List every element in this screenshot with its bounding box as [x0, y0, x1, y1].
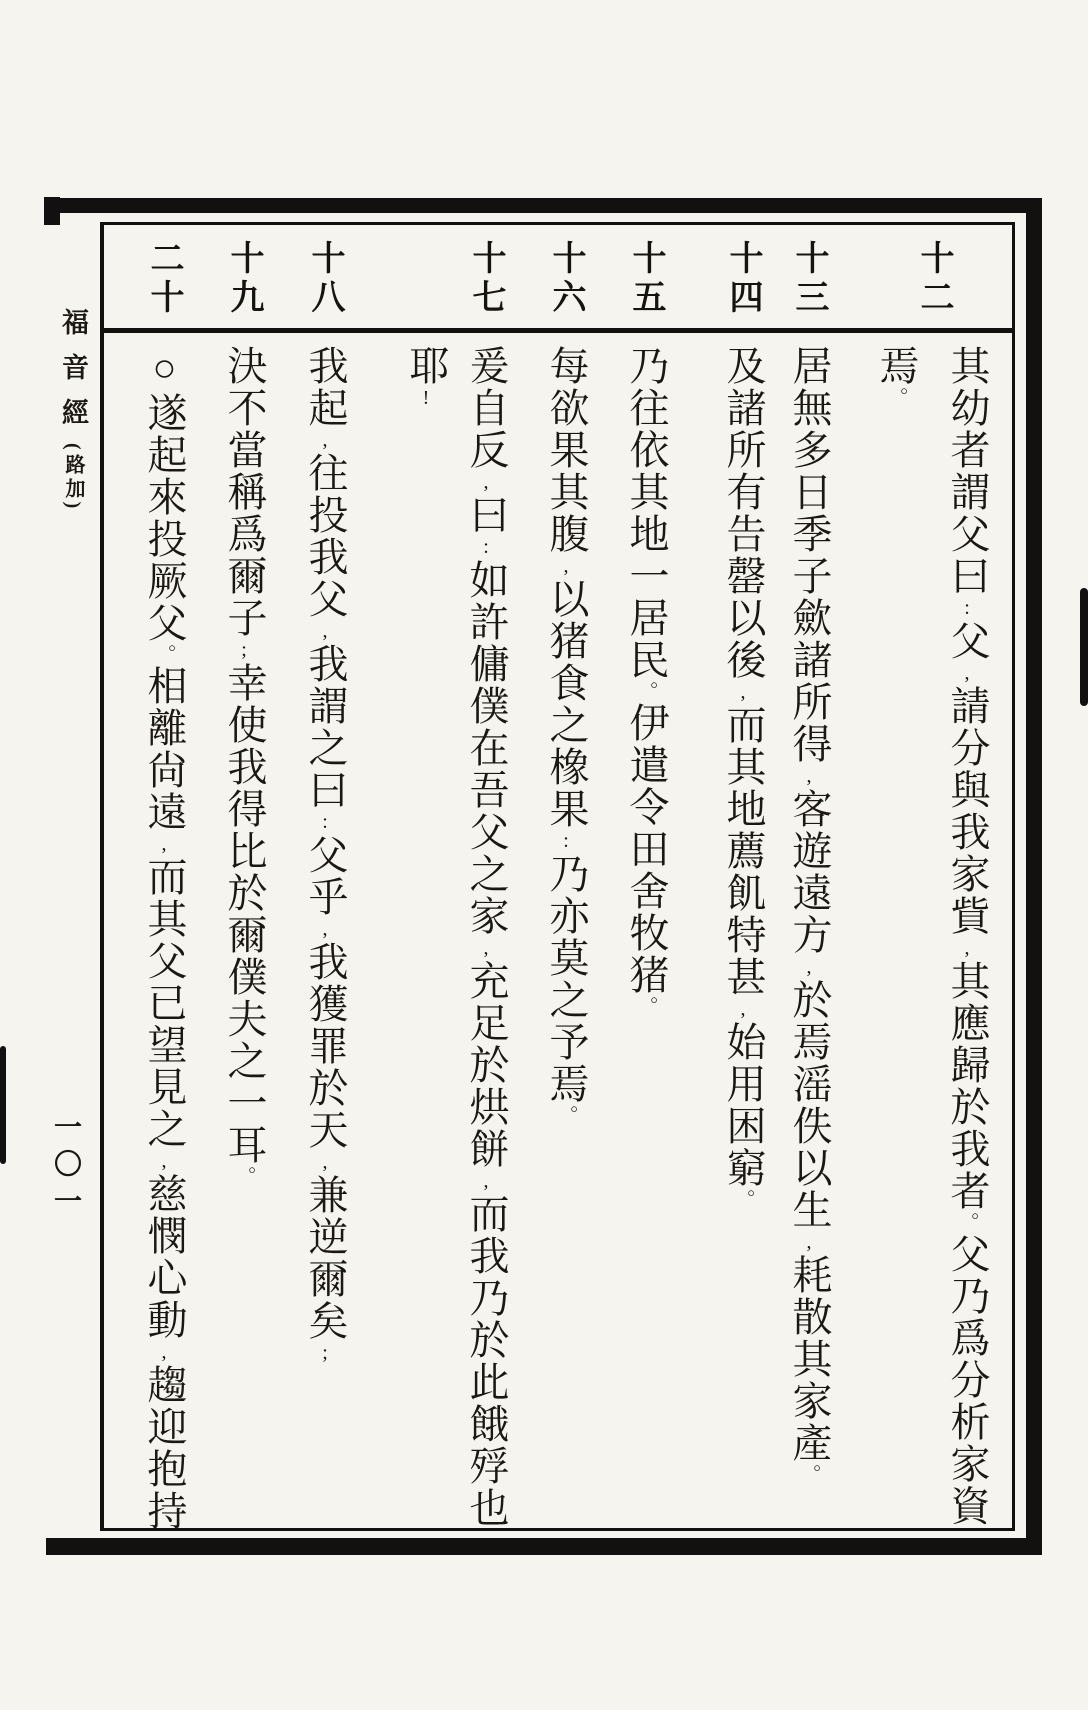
verse-number-19: 十九 [225, 240, 262, 318]
margin-title-text: 福音經 [58, 308, 88, 443]
verse-number-15: 十五 [627, 240, 664, 318]
border-top-outer [46, 198, 1042, 213]
text-column-verse-14: 及諸所有告罄以後,而其地薦飢特甚,始用困窮。 [721, 345, 766, 1210]
border-right-inner [1012, 222, 1015, 1531]
text-column-verse-19: 決不當稱爲爾子;幸使我得比於爾僕夫之一耳。 [222, 345, 267, 1187]
text-column-verse-16: 每欲果其腹,以猪食之橡果:乃亦莫之予焉。 [544, 345, 589, 1126]
verse-number-12: 十二 [915, 240, 952, 318]
margin-title-subtext: (路加) [62, 443, 84, 513]
text-column-verse-12-continued: 焉。 [874, 345, 919, 408]
verse-number-13: 十三 [790, 240, 827, 318]
text-column-verse-13: 居無多日季子歛諸所得,客遊遠方,於焉滛佚以生,耗散其家產。 [787, 345, 832, 1485]
text-column-verse-12: 其幼者謂父曰:父,請分與我家貲,其應歸於我者。父乃爲分析家資 [945, 345, 990, 1527]
margin-divider-line [100, 222, 104, 1531]
text-column-verse-20: ○遂起來投厥父。相離尙遠,而其父已望見之,慈憫心動,趨迎抱持 [142, 345, 187, 1532]
text-column-verse-18: 我起,往投我父,我謂之曰:父乎,我獲罪於天,兼逆爾矣; [303, 345, 348, 1365]
scan-artifact-left-edge [0, 1046, 6, 1164]
border-right-outer [1026, 198, 1042, 1555]
verse-number-14: 十四 [724, 240, 761, 318]
text-column-verse-17-continued: 耶! [404, 345, 449, 410]
border-top-inner [101, 222, 1015, 225]
verse-number-17: 十七 [467, 240, 504, 318]
scan-artifact-top-left-corner [44, 197, 60, 225]
verse-number-20: 二十 [145, 240, 182, 318]
verse-number-16: 十六 [547, 240, 584, 318]
page-number: 一〇一 [50, 1112, 81, 1223]
scan-artifact-right-edge [1080, 588, 1088, 706]
margin-title [54, 308, 93, 948]
verse-number-18: 十八 [306, 240, 343, 318]
text-column-verse-15: 乃往依其地一居民。伊遣令田舍牧猪。 [624, 345, 669, 1017]
text-column-verse-17: 爰自反,曰:如許傭僕在吾父之家,充足於烘餅,而我乃於此餓殍也 [464, 345, 509, 1529]
